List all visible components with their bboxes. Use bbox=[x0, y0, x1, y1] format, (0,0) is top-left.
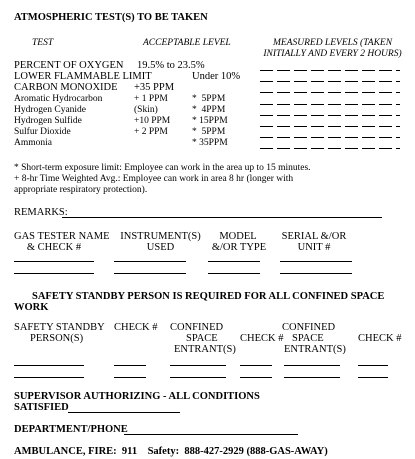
check-field[interactable] bbox=[114, 365, 146, 366]
model-header: MODEL bbox=[219, 231, 257, 242]
gas-tester-field[interactable] bbox=[14, 273, 94, 274]
entrant-field[interactable] bbox=[170, 377, 226, 378]
entrant-header-sub2: ENTRANT(S) bbox=[174, 344, 236, 355]
remarks-label: REMARKS: bbox=[14, 207, 68, 218]
measured-blank[interactable] bbox=[260, 81, 400, 82]
instrument-header: INSTRUMENT(S) bbox=[120, 231, 201, 242]
entrant-header-sub: SPACE bbox=[292, 333, 324, 344]
emergency-numbers: AMBULANCE, FIRE: 911 Safety: 888-427-2929 (888-GAS-AWAY) bbox=[14, 446, 328, 457]
measured-blank[interactable] bbox=[260, 137, 400, 138]
entrant-field[interactable] bbox=[170, 365, 226, 366]
entrant-header-sub: SPACE bbox=[186, 333, 218, 344]
test-level: 19.5% to 23.5% bbox=[137, 60, 205, 71]
entrant-header: CONFINED bbox=[282, 322, 336, 333]
test-stel: * 15PPM bbox=[192, 116, 228, 126]
department-field[interactable] bbox=[124, 434, 298, 435]
model-field[interactable] bbox=[208, 273, 260, 274]
note-stel: * Short-term exposure limit: Employee can work in the area up to 15 minutes. bbox=[14, 163, 311, 173]
measured-blank[interactable] bbox=[260, 126, 400, 127]
check-header: CHECK # bbox=[240, 333, 284, 344]
test-level: + 1 PPM bbox=[134, 94, 168, 104]
check-field[interactable] bbox=[358, 377, 388, 378]
header-acceptable-level: ACCEPTABLE LEVEL bbox=[143, 38, 231, 48]
measured-blank[interactable] bbox=[260, 115, 400, 116]
form-title: ATMOSPHERIC TEST(S) TO BE TAKEN bbox=[14, 12, 208, 23]
standby-person-field[interactable] bbox=[14, 377, 84, 378]
test-name: Hydrogen Sulfide bbox=[14, 116, 82, 126]
entrant-header-sub2: ENTRANT(S) bbox=[284, 344, 346, 355]
test-level: Under 10% bbox=[192, 71, 241, 82]
test-name: LOWER FLAMMABLE LIMIT bbox=[14, 71, 152, 82]
test-level: +35 PPM bbox=[134, 82, 175, 93]
standby-person-field[interactable] bbox=[14, 365, 84, 366]
serial-header-sub: UNIT # bbox=[297, 242, 331, 253]
test-name: Aromatic Hydrocarbon bbox=[14, 94, 103, 104]
check-field[interactable] bbox=[240, 377, 272, 378]
check-field[interactable] bbox=[114, 377, 146, 378]
supervisor-label-cont: SATISFIED bbox=[14, 402, 69, 413]
measured-blank[interactable] bbox=[260, 92, 400, 93]
measured-blank[interactable] bbox=[260, 148, 400, 149]
test-name: Hydrogen Cyanide bbox=[14, 105, 87, 115]
note-twa: + 8-hr Time Weighted Avg.: Employee can work in area 8 hr (longer with bbox=[14, 174, 294, 184]
gas-tester-field[interactable] bbox=[14, 261, 94, 262]
test-stel: * 5PPM bbox=[192, 127, 226, 137]
measured-blank[interactable] bbox=[260, 104, 400, 105]
supervisor-label: SUPERVISOR AUTHORIZING - ALL CONDITIONS bbox=[14, 391, 260, 402]
test-name: Sulfur Dioxide bbox=[14, 127, 71, 137]
check-field[interactable] bbox=[240, 365, 272, 366]
header-measured-line1: MEASURED LEVELS (TAKEN bbox=[272, 38, 393, 48]
department-label: DEPARTMENT/PHONE bbox=[14, 424, 128, 435]
serial-field[interactable] bbox=[280, 261, 352, 262]
test-stel: * 4PPM bbox=[192, 105, 226, 115]
gas-tester-header-sub: & CHECK # bbox=[26, 242, 82, 253]
header-test: TEST bbox=[32, 38, 54, 48]
test-name: Ammonia bbox=[14, 138, 52, 148]
model-field[interactable] bbox=[208, 261, 260, 262]
instrument-header-sub: USED bbox=[146, 242, 175, 253]
test-name: PERCENT OF OXYGEN bbox=[14, 60, 124, 71]
standby-person-header-sub: PERSON(S) bbox=[30, 333, 84, 344]
test-level: (Skin) bbox=[134, 105, 158, 115]
check-header: CHECK # bbox=[114, 322, 158, 333]
instrument-field[interactable] bbox=[114, 273, 186, 274]
test-stel: * 5PPM bbox=[192, 94, 226, 104]
test-stel: * 35PPM bbox=[192, 138, 228, 148]
check-field[interactable] bbox=[358, 365, 388, 366]
remarks-field[interactable] bbox=[62, 217, 382, 218]
header-measured-line2: INITIALLY AND EVERY 2 HOURS) bbox=[263, 49, 402, 59]
standby-heading: SAFETY STANDBY PERSON IS REQUIRED FOR ALL CONFINED SPACE bbox=[32, 291, 385, 302]
measured-blank[interactable] bbox=[260, 70, 400, 71]
entrant-field[interactable] bbox=[284, 377, 340, 378]
serial-header: SERIAL &/OR bbox=[281, 231, 347, 242]
test-level: + 2 PPM bbox=[134, 127, 168, 137]
note-twa-cont: appropriate respiratory protection). bbox=[14, 185, 148, 195]
check-header: CHECK # bbox=[358, 333, 402, 344]
serial-field[interactable] bbox=[280, 273, 352, 274]
test-name: CARBON MONOXIDE bbox=[14, 82, 118, 93]
supervisor-field[interactable] bbox=[68, 412, 180, 413]
standby-heading-cont: WORK bbox=[14, 302, 49, 313]
entrant-field[interactable] bbox=[284, 365, 340, 366]
gas-tester-header: GAS TESTER NAME bbox=[14, 231, 110, 242]
model-header-sub: &/OR TYPE bbox=[211, 242, 267, 253]
entrant-header: CONFINED bbox=[170, 322, 224, 333]
instrument-field[interactable] bbox=[114, 261, 186, 262]
standby-person-header: SAFETY STANDBY bbox=[14, 322, 105, 333]
test-level: +10 PPM bbox=[134, 116, 171, 126]
